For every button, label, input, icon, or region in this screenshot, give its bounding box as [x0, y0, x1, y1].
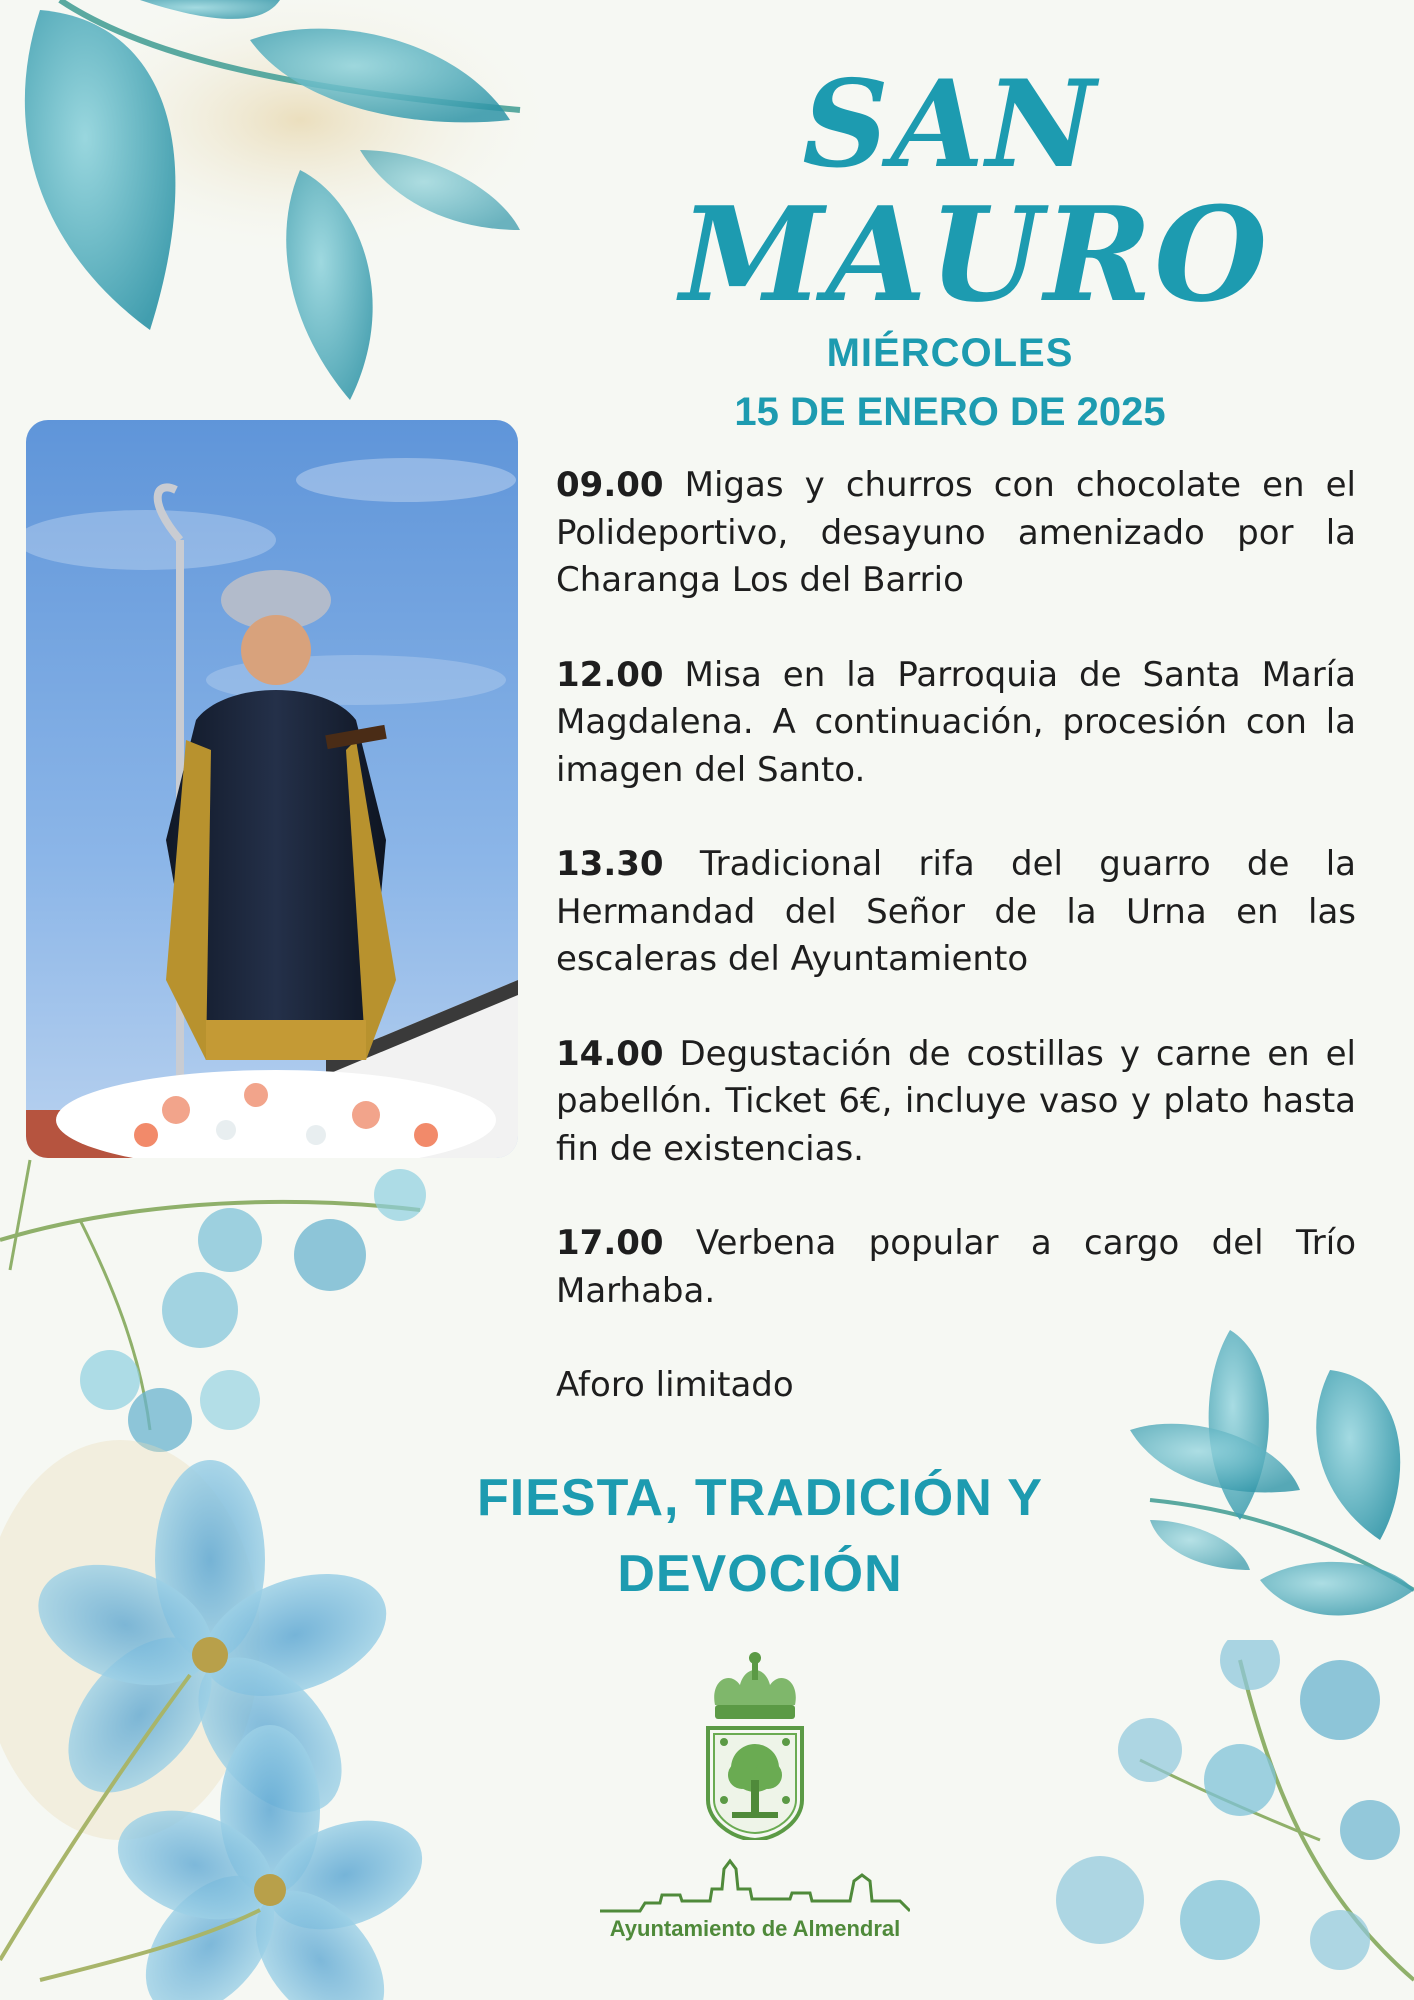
saint-statue-photo	[26, 420, 518, 1158]
title-line-2: MAURO	[680, 178, 1270, 331]
schedule-time: 14.00	[556, 1033, 664, 1074]
schedule-description: Migas y churros con chocolate en el Polideportivo, desayuno amenizado por la Charanga Los del Barrio	[556, 465, 1356, 600]
schedule-item	[556, 1220, 1356, 1315]
flower-decoration-bottom-right	[1040, 1640, 1414, 2000]
schedule-time: 17.00	[556, 1223, 664, 1263]
slogan-line-1: FIESTA, TRADICIÓN Y	[477, 1469, 1043, 1527]
schedule-description: Misa en la Parroquia de Santa María Magdalena. A continuación, procesión con la imagen del Santo.	[556, 654, 1356, 790]
schedule-description: Verbena popular a cargo del Trío Marhaba.	[556, 1223, 1356, 1311]
leaf-decoration-right	[1130, 1320, 1414, 1650]
schedule-item	[556, 1031, 1356, 1174]
date-weekday: MIÉRCOLES	[826, 331, 1074, 375]
schedule-time: 13.30	[556, 844, 664, 884]
schedule-item	[556, 841, 1356, 984]
schedule-time: 12.00	[556, 654, 664, 695]
schedule-time: 09.00	[556, 465, 664, 505]
town-skyline-icon	[600, 1855, 910, 1915]
flower-decoration-left-branch	[0, 1150, 440, 1470]
schedule-item	[556, 462, 1356, 605]
leaf-decoration-top-left	[0, 0, 560, 420]
slogan-line-2: DEVOCIÓN	[617, 1545, 903, 1603]
date-full: 15 DE ENERO DE 2025	[734, 390, 1166, 434]
schedule-item	[556, 652, 1356, 795]
title-line-1: SAN	[802, 54, 1098, 195]
capacity-note: Aforo limitado	[556, 1365, 794, 1405]
schedule-description: Degustación de costillas y carne en el pabellón. Ticket 6€, incluye vaso y plato hasta fin de existencias.	[556, 1033, 1356, 1169]
organizer-name: Ayuntamiento de Almendral	[609, 1916, 901, 1941]
flower-decoration-bottom-left	[0, 1440, 460, 2000]
event-schedule	[556, 462, 1356, 1410]
schedule-description: Tradicional rifa del guarro de la Hermandad del Señor de la Urna en las escaleras del Ayuntamiento	[556, 844, 1356, 979]
coat-of-arms-icon	[700, 1650, 810, 1840]
